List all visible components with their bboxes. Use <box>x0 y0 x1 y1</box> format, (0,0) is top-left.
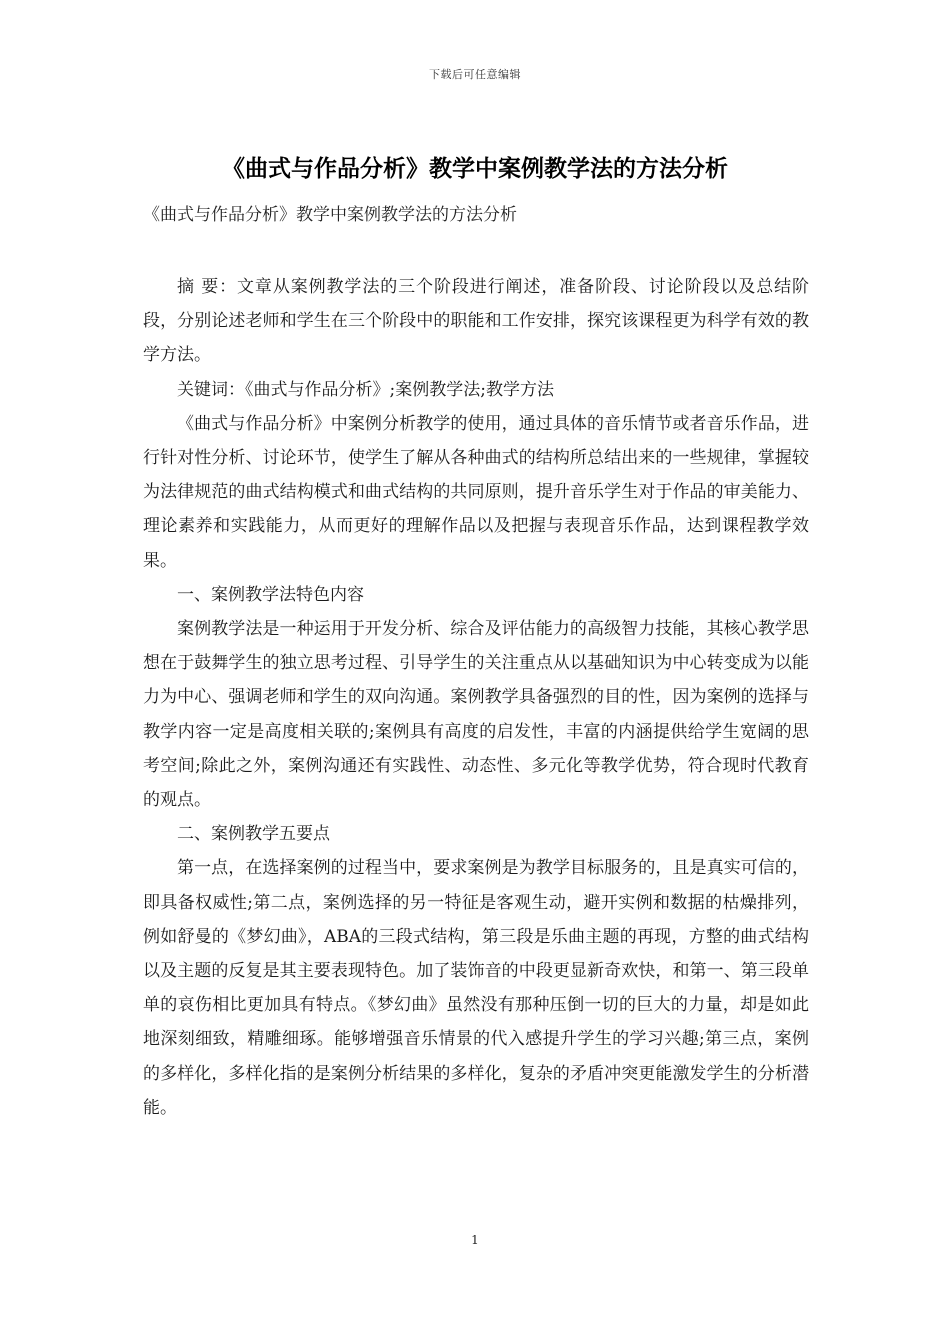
section-2-paragraph: 第一点，在选择案例的过程当中，要求案例是为教学目标服务的，且是真实可信的，即具备权威性;第二点，案例选择的另一特征是客观生动，避开实例和数据的枯燥排列，例如舒曼的《梦幻曲》，ABA的三段式结构，第三段是乐曲主题的再现，方整的曲式结构以及主题的反复是其主要表现特色。加了装饰音的中段更显新奇欢快，和第一、第三段单单的哀伤相比更加具有特点。《梦幻曲》虽然没有那种压倒一切的巨大的力量，却是如此地深刻细致，精雕细琢。能够增强音乐情景的代入感提升学生的学习兴趣;第三点，案例的多样化，多样化指的是案例分析结果的多样化，复杂的矛盾冲突更能激发学生的分析潜能。 <box>143 858 809 1118</box>
abstract-paragraph: 摘 要：文章从案例教学法的三个阶段进行阐述，准备阶段、讨论阶段以及总结阶段，分别论述老师和学生在三个阶段中的职能和工作安排，探究该课程更为科学有效的教学方法。 <box>143 277 809 366</box>
document-body <box>143 270 809 1125</box>
keywords-paragraph: 关键词：《曲式与作品分析》;案例教学法;教学方法 <box>177 379 554 400</box>
header-note: 下载后可任意编辑 <box>429 68 521 81</box>
document-subtitle: 《曲式与作品分析》教学中案例教学法的方法分析 <box>143 205 517 225</box>
page-number: 1 <box>471 1233 479 1247</box>
section-heading-2: 二、案例教学五要点 <box>177 824 330 845</box>
intro-paragraph: 《曲式与作品分析》中案例分析教学的使用，通过具体的音乐情节或者音乐作品，进行针对性分析、讨论环节，使学生了解从各种曲式的结构所总结出来的一些规律，掌握较为法律规范的曲式结构模式和曲式结构的共同原则，提升音乐学生对于作品的审美能力、理论素养和实践能力，从而更好的理解作品以及把握与表现音乐作品，达到课程教学效果。 <box>143 413 809 571</box>
document-title: 《曲式与作品分析》教学中案例教学法的方法分析 <box>222 155 728 182</box>
section-1-paragraph: 案例教学法是一种运用于开发分析、综合及评估能力的高级智力技能，其核心教学思想在于鼓舞学生的独立思考过程、引导学生的关注重点从以基础知识为中心转变成为以能力为中心、强调老师和学生的双向沟通。案例教学具备强烈的目的性，因为案例的选择与教学内容一定是高度相关联的;案例具有高度的启发性，丰富的内涵提供给学生宽阔的思考空间;除此之外，案例沟通还有实践性、动态性、多元化等教学优势，符合现时代教育的观点。 <box>143 619 809 811</box>
section-heading-1: 一、案例教学法特色内容 <box>177 584 364 605</box>
